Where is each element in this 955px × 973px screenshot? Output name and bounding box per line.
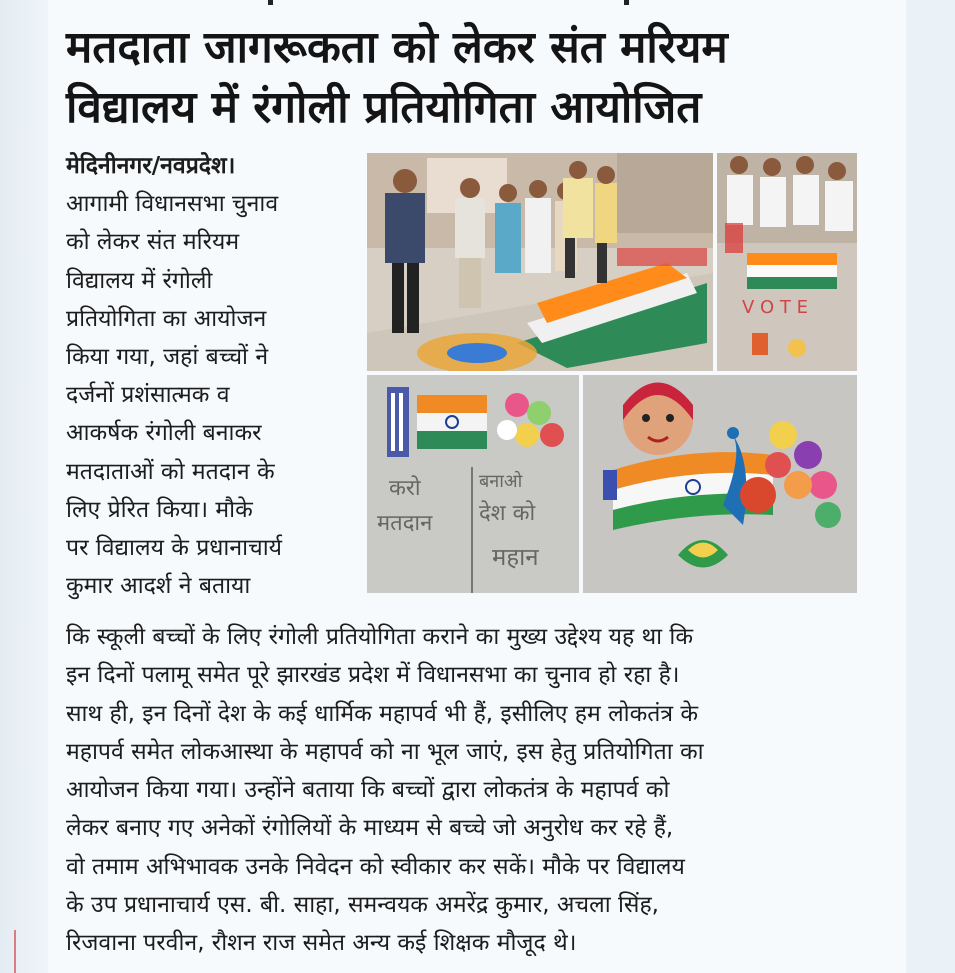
rangoli-slogan-text: देश को (479, 501, 536, 526)
text-line: महापर्व समेत लोकआस्था के महापर्व को ना भूल जाएं, इस हेतु प्रतियोगिता का (66, 738, 704, 765)
dateline: मेदिनीनगर/नवप्रदेश। (66, 153, 236, 179)
headline-line: विद्यालय में रंगोली प्रतियोगिता आयोजित (66, 82, 702, 133)
rangoli-slogan-text: करो (389, 476, 421, 501)
rangoli-slogan-text: बनाओ (479, 471, 523, 492)
text-line: आगामी विधानसभा चुनाव (66, 191, 279, 218)
text-line: प्रतियोगिता का आयोजन (66, 305, 267, 332)
text-line: कि स्कूली बच्चों के लिए रंगोली प्रतियोगिता कराने का मुख्य उद्देश्य यह था कि (66, 624, 694, 650)
photo-teachers-with-rangoli (367, 153, 713, 371)
text-line: आयोजन किया गया। उन्होंने बताया कि बच्चों द्वारा लोकतंत्र के महापर्व को (66, 777, 670, 804)
text-line: साथ ही, इन दिनों देश के कई धार्मिक महापर्व भी हैं, इसीलिए हम लोकतंत्र के (66, 700, 699, 727)
text-line: वो तमाम अभिभावक उनके निवेदन को स्वीकार कर सकें। मौके पर विद्यालय (66, 853, 685, 880)
rangoli-slogan-text: मतदान (377, 511, 433, 536)
page-edge (0, 0, 48, 973)
text-line: को लेकर संत मरियम (66, 229, 240, 256)
text-line: दर्जनों प्रशंसात्मक व (66, 382, 230, 409)
text-line: लेकर बनाए गए अनेकों रंगोलियों के माध्यम से बच्चे जो अनुरोध कर रहे हैं, (66, 815, 674, 842)
photo-rangoli-vote-slogan (367, 375, 579, 593)
photo-students-rangoli (717, 153, 857, 371)
edge-mark (14, 930, 16, 973)
article-column-text (66, 147, 362, 605)
article-body-text (66, 618, 896, 963)
headline-line: मतदाता जागरूकता को लेकर संत मरियम (66, 22, 728, 73)
print-mark (624, 0, 629, 5)
rangoli-slogan-text: महान (492, 543, 539, 571)
print-mark (268, 0, 273, 5)
text-line: के उप प्रधानाचार्य एस. बी. साहा, समन्वयक अमरेंद्र कुमार, अचला सिंह, (66, 892, 659, 919)
text-line: विद्यालय में रंगोली (66, 267, 213, 294)
text-line: इन दिनों पलामू समेत पूरे झारखंड प्रदेश में विधानसभा का चुनाव हो रहा है। (66, 662, 680, 689)
article-headline (66, 18, 886, 138)
text-line: पर विद्यालय के प्रधानाचार्य (66, 535, 283, 562)
text-line: रिजवाना परवीन, रौशन राज समेत अन्य कई शिक्षक मौजूद थे। (66, 930, 577, 957)
photo-collage (367, 153, 857, 593)
text-line: मतदाताओं को मतदान के (66, 458, 275, 485)
svg-text:V O T E: V O T E (742, 297, 809, 318)
text-line: लिए प्रेरित किया। मौके (66, 496, 253, 523)
photo-rangoli-peacock (583, 375, 857, 593)
text-line: कुमार आदर्श ने बताया (66, 573, 251, 600)
text-line: आकर्षक रंगोली बनाकर (66, 420, 262, 447)
text-line: किया गया, जहां बच्चों ने (66, 344, 269, 371)
